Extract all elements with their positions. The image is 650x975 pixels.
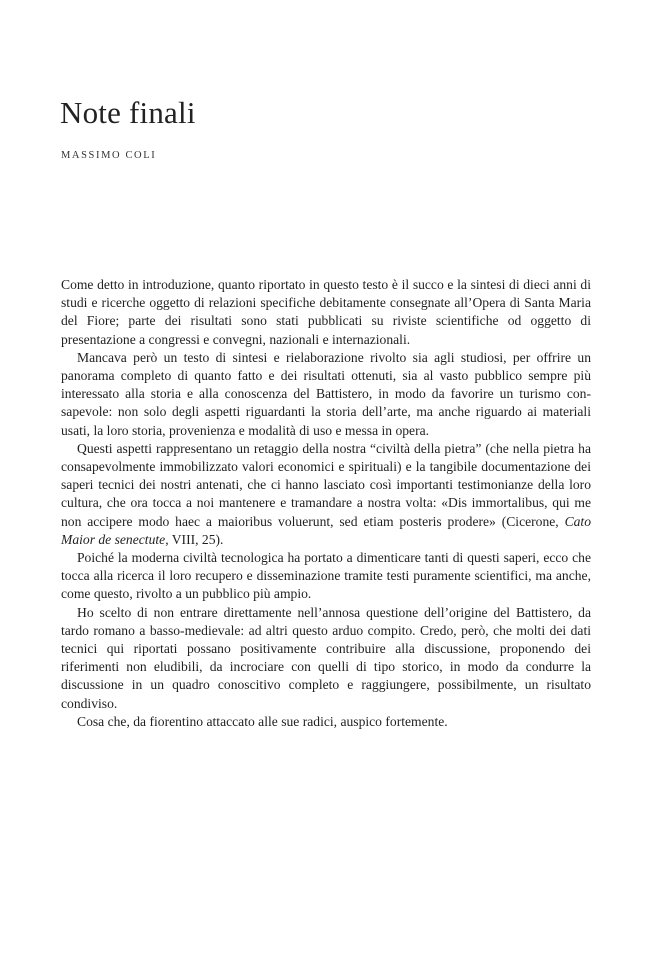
paragraph-3 <box>61 440 591 549</box>
paragraph-6: Cosa che, da fiorentino attaccato alle sue radici, auspico fortemente. <box>77 713 448 729</box>
paragraph-2: Mancava però un testo di sintesi e rielaborazione rivolto sia agli studiosi, per offrire un panorama completo di quanto fatto e dei risultati ottenuti, sia al vasto pubblico sempre più interessato alla storia e alla conoscenza del Battistero, in modo da favorire un turismo consapevole: non solo degli aspetti riguardanti la storia dell’arte, ma anche riguardo ai materiali usati, la loro storia, provenienza e modalità di uso e messa in opera. <box>61 349 591 438</box>
paragraph-3-citation-tail: , VIII, 25). <box>165 531 224 547</box>
chapter-body <box>61 276 591 731</box>
paragraph-3-text: Questi aspetti rappresentano un retaggio della nostra “civiltà della pietra” (che nella pietra ha consapevolmente immobilizzato valori economici e spirituali) e la tangibile documentazione dei saperi tecnici dei nostri antenati, che ci hanno lasciato così importanti testimonianze della loro cultura, che ora tocca a noi mantenere e tramandare a nostra volta: «Dis immortalibus, qui me non accipere modo haec a maioribus voluerunt, sed etiam posteris prodere» (Cicerone, <box>61 440 591 529</box>
chapter-author: MASSIMO COLI <box>61 150 157 161</box>
paragraph-1: Come detto in introduzione, quanto riportato in questo testo è il succo e la sintesi di dieci anni di studi e ricerche oggetto di relazioni specifiche debitamente consegnate all’Opera di Santa Maria del Fiore; parte dei risultati sono stati pubblicati su riviste scientifiche od oggetto di presentazione a congressi e convegni, nazionali e internazionali. <box>61 277 591 347</box>
paragraph-5: Ho scelto di non entrare direttamente nell’annosa questione dell’origine del Battistero, da tardo romano a basso-medievale: ad altri questo arduo compito. Credo, però, che molti dei dati tecnici qui riportati possano positivamente contribuire alla discussione, proponendo dei riferimenti non eludibili, da incrociare con quelli di tipo storico, in modo da condurre la discussione in un quadro conoscitivo completo e raggiungere, possibilmente, un risultato condiviso. <box>61 604 591 711</box>
citation-title: Cato Maior de senectute <box>61 513 591 547</box>
chapter-title: Note finali <box>60 95 196 130</box>
paragraph-4: Poiché la moderna civiltà tecnologica ha portato a dimenticare tanti di questi saperi, ecco che tocca alla ricerca il loro recupero e disseminazione tramite testi puramente scientifici, ma anche, come questo, rivolto a un pubblico più ampio. <box>61 550 591 602</box>
